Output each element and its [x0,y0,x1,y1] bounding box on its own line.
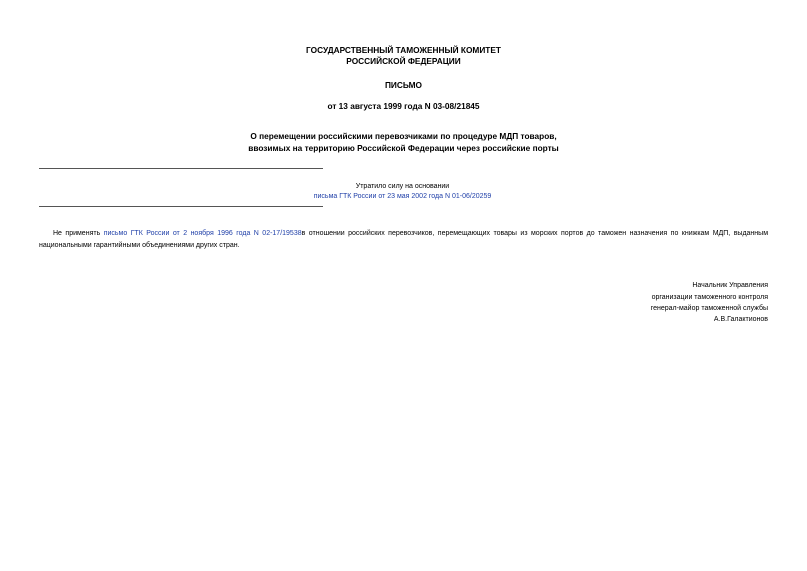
signature-name: А.В.Галактионов [713,316,768,323]
body-suffix: в отношении российских перевозчиков, перемещающих товары из морских портов до таможен назначения по книжкам МДП, выданным национальными гарантийными объединениями других стран. [39,230,769,249]
signature-rank: генерал-майор таможенной службы [650,305,768,312]
status-link-container [300,191,505,202]
document-subject-line1: О перемещении российскими перевозчиками по процедуре МДП товаров, [250,131,557,141]
document-subject-line2: ввозимых на территорию Российской Федерации через российские порты [248,143,559,153]
issuer-title-line1: ГОСУДАРСТВЕННЫЙ ТАМОЖЕННЫЙ КОМИТЕТ [306,45,501,55]
referenced-letter-link[interactable]: письмо ГТК России от 2 ноября 1996 года N 02-17/19538 [103,230,302,237]
signature-position: Начальник Управления [692,282,768,289]
issuer-title-line2: РОССИЙСКОЙ ФЕДЕРАЦИИ [346,56,461,66]
document-type: ПИСЬМО [384,80,423,90]
divider-top [39,168,323,169]
body-prefix: Не применять [53,230,101,237]
status-text: Утратило силу на основании [355,183,450,190]
body-paragraph [39,228,768,252]
repeal-letter-link[interactable]: письма ГТК России от 23 мая 2002 года N 01-06/20259 [313,193,492,200]
document-date-number: от 13 августа 1999 года N 03-08/21845 [327,101,480,111]
signature-department: организации таможенного контроля [651,294,768,301]
divider-bottom [39,206,323,207]
